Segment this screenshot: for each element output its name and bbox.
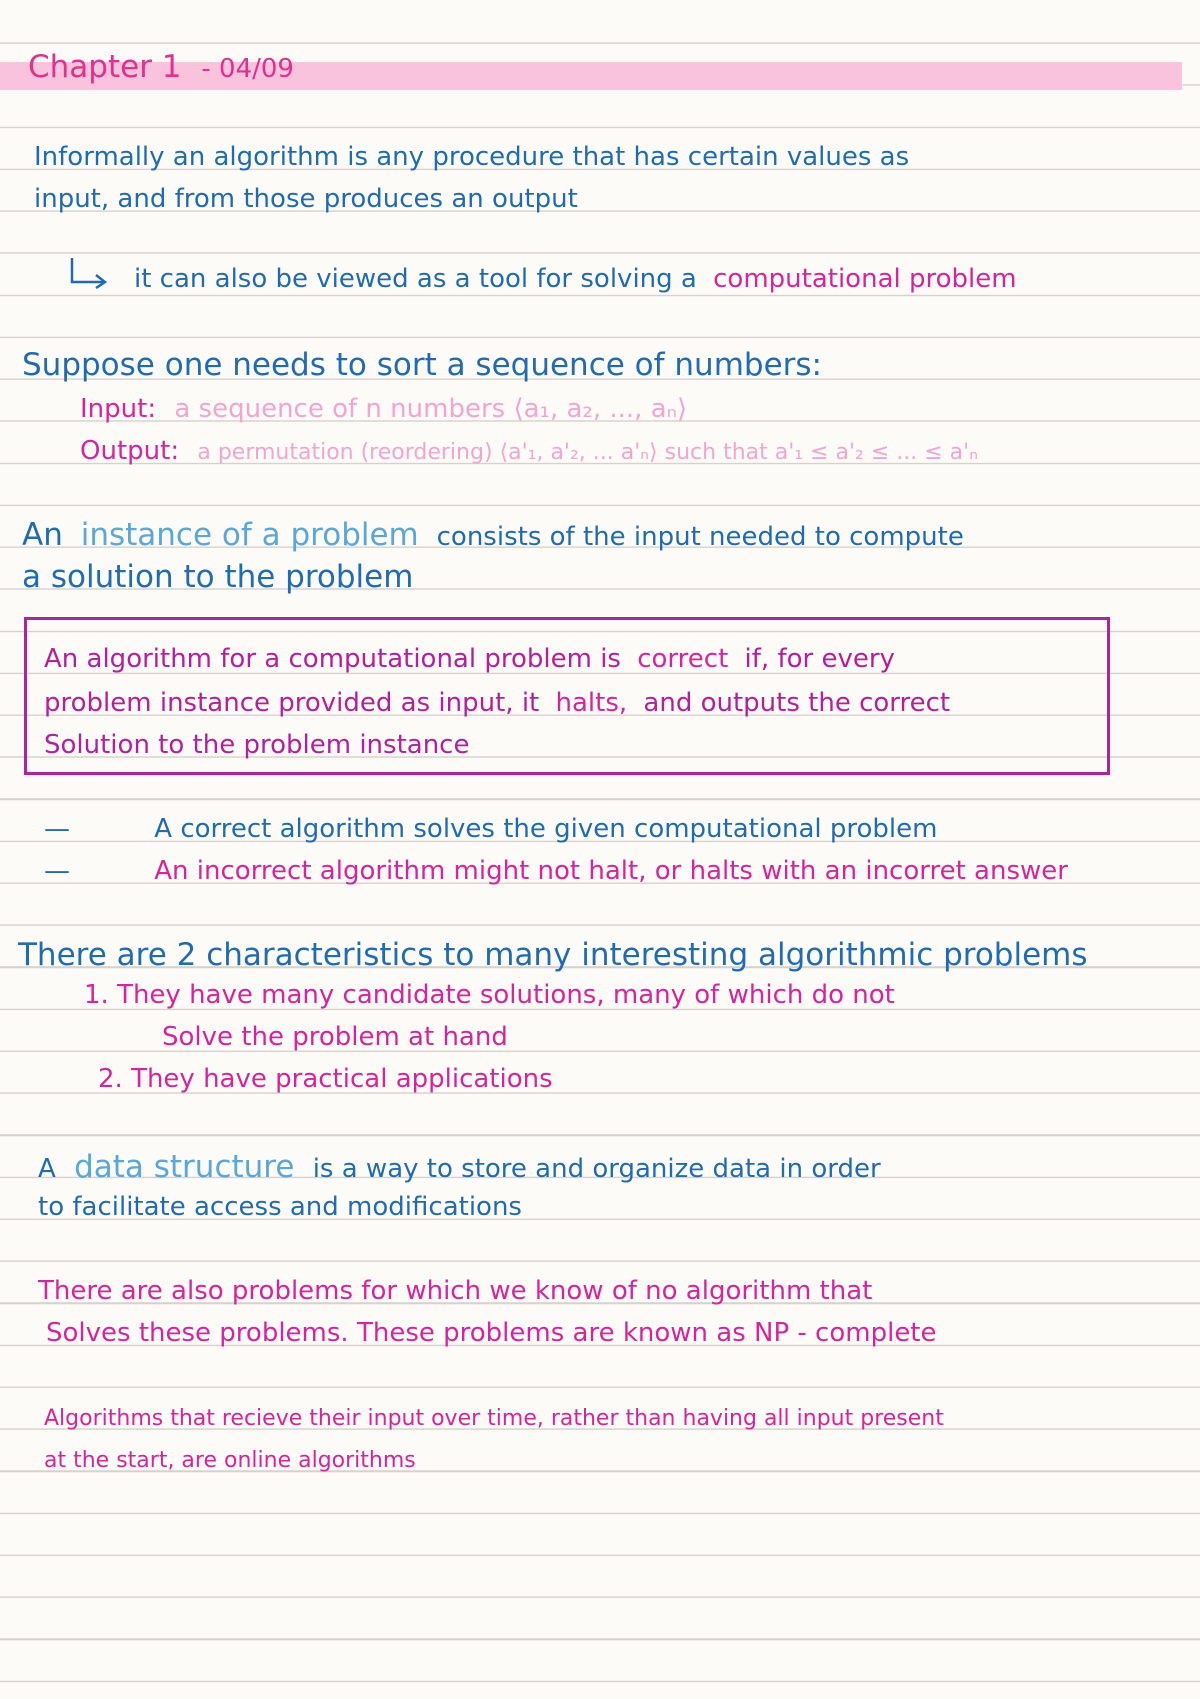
data-structure-highlight: data structure (74, 1149, 295, 1185)
data-structure-line-2: to facilitate access and modifications (38, 1192, 522, 1222)
data-structure-rest: is a way to store and organize data in order (312, 1154, 881, 1184)
instance-line-1 (22, 517, 964, 553)
definition-line-1-a: An algorithm for a computational problem is (44, 644, 621, 674)
chapter-date: - 04/09 (201, 54, 294, 84)
definition-line-1 (44, 646, 895, 672)
chapter-label: Chapter 1 (28, 49, 182, 85)
characteristics-item-1b: Solve the problem at hand (162, 1022, 508, 1052)
intro-tool-text: it can also be viewed as a tool for solving a (134, 264, 697, 294)
bullet-text-1: A correct algorithm solves the given computational problem (154, 814, 938, 844)
bullet-1 (44, 816, 937, 842)
sorting-output-label: Output: (80, 436, 180, 466)
intro-line-1: Informally an algorithm is any procedure that has certain values as (34, 142, 910, 172)
sorting-input-line (80, 396, 687, 422)
definition-halts: halts, (555, 688, 628, 718)
definition-line-2-a: problem instance provided as input, it (44, 688, 540, 718)
sorting-input-text: a sequence of n numbers ⟨a₁, a₂, ..., aₙ⟩ (174, 394, 688, 424)
data-structure-word-a: A (38, 1154, 56, 1184)
online-line-1: Algorithms that recieve their input over time, rather than having all input present (44, 1406, 944, 1431)
chapter-title (28, 49, 294, 85)
sorting-output-line (80, 438, 978, 464)
instance-rest: consists of the input needed to compute (436, 522, 964, 552)
bullet-dash-2: — (44, 856, 70, 886)
instance-word-an: An (22, 517, 63, 553)
instance-line-2: a solution to the problem (22, 559, 414, 595)
intro-line-2: input, and from those produces an output (34, 184, 578, 214)
intro-tool-highlight: computational problem (713, 264, 1017, 294)
bullet-2 (44, 858, 1068, 884)
sorting-input-label: Input: (80, 394, 157, 424)
sorting-lead: Suppose one needs to sort a sequence of numbers: (22, 347, 822, 383)
sorting-output-text: a permutation (reordering) ⟨a'₁, a'₂, ... a'ₙ⟩ such that a'₁ ≤ a'₂ ≤ ... ≤ a'ₙ (197, 440, 978, 465)
np-line-2: Solves these problems. These problems are known as NP - complete (46, 1318, 937, 1348)
online-line-2: at the start, are online algorithms (44, 1448, 416, 1473)
intro-tool-line (134, 266, 1017, 292)
definition-line-1-c: if, for every (744, 644, 895, 674)
characteristics-item-1a: 1. They have many candidate solutions, many of which do not (84, 980, 895, 1010)
definition-line-3: Solution to the problem instance (44, 730, 470, 760)
instance-highlight: instance of a problem (80, 517, 419, 553)
bullet-text-2: An incorrect algorithm might not halt, or halts with an incorret answer (154, 856, 1068, 886)
bullet-dash-1: — (44, 814, 70, 844)
definition-line-2 (44, 690, 950, 716)
np-line-1: There are also problems for which we know of no algorithm that (38, 1276, 873, 1306)
definition-correct: correct (637, 644, 729, 674)
arrow-icon (68, 256, 108, 290)
data-structure-line-1 (38, 1149, 881, 1185)
characteristics-lead: There are 2 characteristics to many interesting algorithmic problems (18, 937, 1088, 973)
definition-line-2-c: and outputs the correct (643, 688, 951, 718)
characteristics-item-2: 2. They have practical applications (98, 1064, 553, 1094)
